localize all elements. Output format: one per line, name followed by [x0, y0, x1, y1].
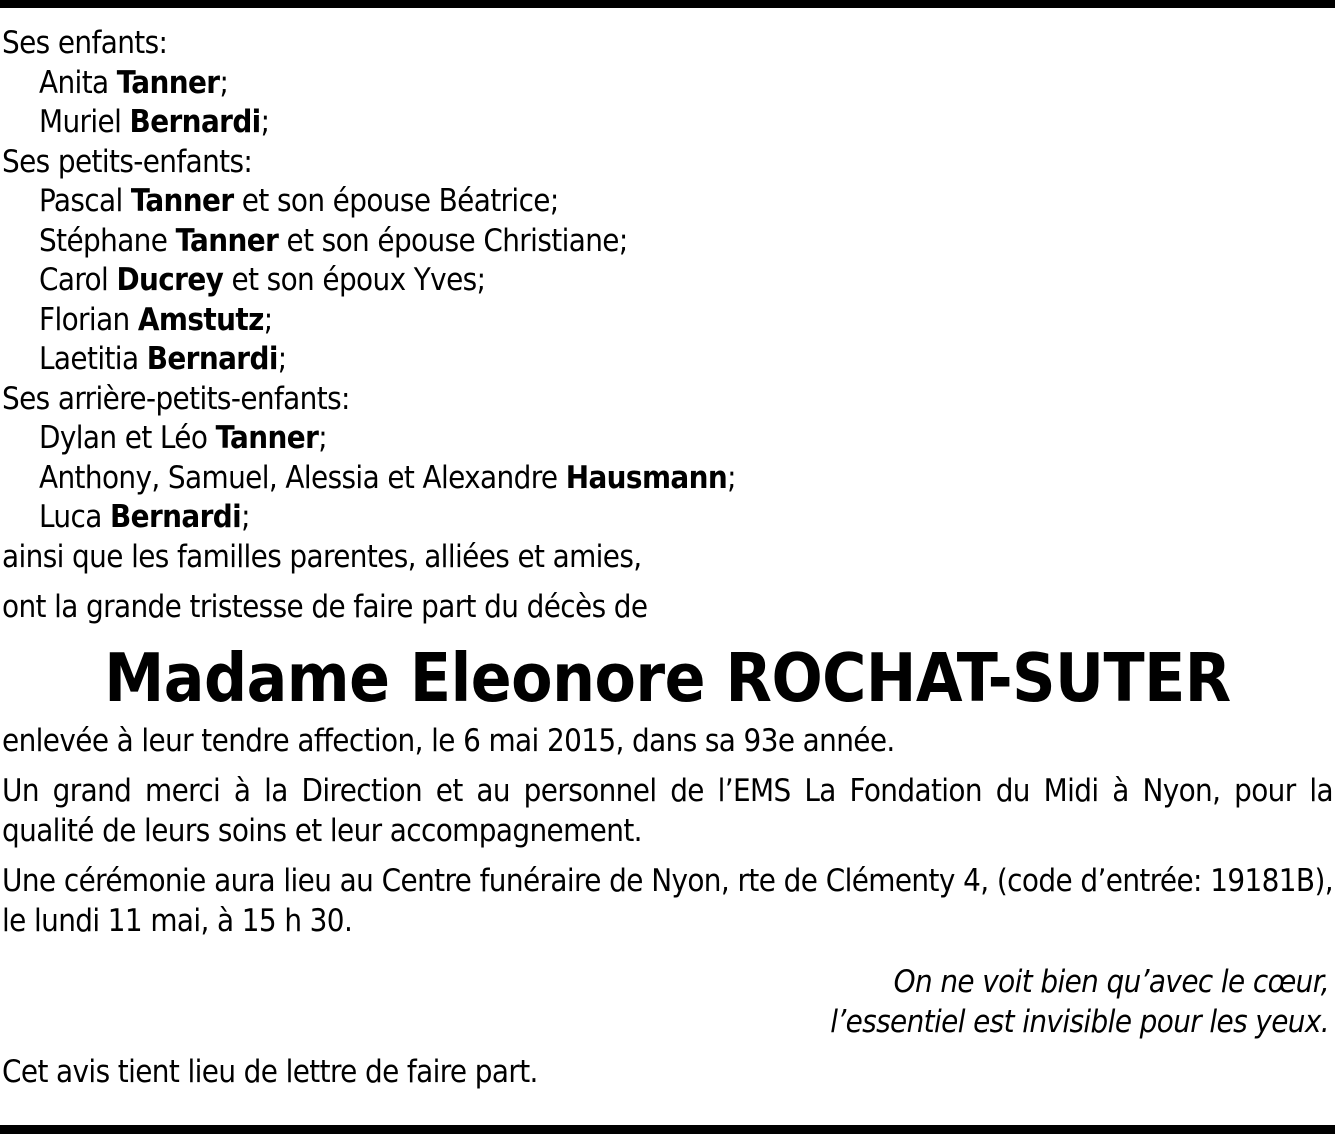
great-grandchildren-heading: Ses arrière-petits-enfants: [2, 380, 350, 417]
family-member: Laetitia Bernardi; [39, 341, 287, 377]
passing-line: enlevée à leur tendre affection, le 6 mai 2015, dans sa 93e année. [2, 722, 895, 759]
quote-line: l’essentiel est invisible pour les yeux. [830, 1003, 1329, 1040]
family-member: Luca Bernardi; [39, 499, 250, 535]
great-grandchildren-list [2, 419, 1333, 538]
announcement-line: ont la grande tristesse de faire part du décès de [2, 589, 648, 625]
grandchildren-list [2, 182, 1333, 380]
grandchildren-heading: Ses petits-enfants: [2, 143, 253, 180]
families-line: ainsi que les familles parentes, alliées et amies, [2, 538, 642, 575]
family-member: Florian Amstutz; [39, 301, 273, 338]
family-member: Muriel Bernardi; [39, 104, 270, 140]
ceremony-paragraph: Une cérémonie aura lieu au Centre funéraire de Nyon, rte de Clémenty 4, (code d’entrée: 19181B), le lundi 11 mai, à 15 h 30. [2, 863, 1333, 939]
top-border-rule [0, 0, 1335, 8]
thanks-paragraph: Un grand merci à la Direction et au personnel de l’EMS La Fondation du Midi à Nyon, pour la qualité de leurs soins et leur accompagnement. [2, 773, 1333, 849]
family-member: Stéphane Tanner et son épouse Christiane; [39, 222, 628, 259]
bottom-border-rule [0, 1125, 1335, 1134]
obituary-notice [2, 24, 1333, 1093]
closing-line: Cet avis tient lieu de lettre de faire part. [2, 1054, 538, 1090]
children-heading: Ses enfants: [2, 25, 168, 61]
family-member: Carol Ducrey et son époux Yves; [39, 262, 486, 298]
children-list [2, 64, 1333, 143]
quote-block [2, 963, 1333, 1042]
family-member: Anita Tanner; [39, 64, 229, 101]
deceased-name: Madame Eleonore ROCHAT-SUTER [104, 638, 1231, 717]
family-member: Pascal Tanner et son épouse Béatrice; [39, 183, 559, 219]
quote-line: On ne voit bien qu’avec le cœur, [893, 964, 1329, 1000]
family-member: Anthony, Samuel, Alessia et Alexandre Hausmann; [39, 459, 736, 496]
family-member: Dylan et Léo Tanner; [39, 420, 328, 456]
